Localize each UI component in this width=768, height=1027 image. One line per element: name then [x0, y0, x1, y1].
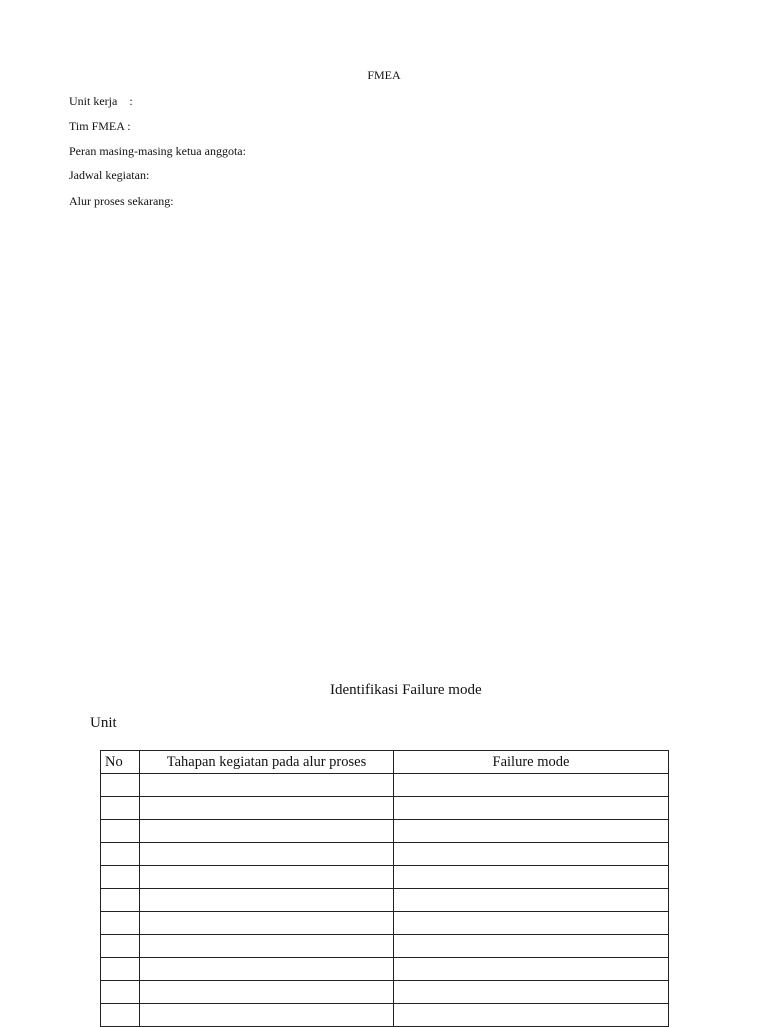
failure-mode-table — [100, 750, 669, 1027]
table-row — [101, 981, 669, 1004]
cell-no — [101, 866, 140, 889]
cell-failure-mode — [394, 797, 669, 820]
table-row — [101, 820, 669, 843]
header-tahapan: Tahapan kegiatan pada alur proses — [140, 751, 394, 774]
cell-failure-mode — [394, 981, 669, 1004]
cell-failure-mode — [394, 958, 669, 981]
field-peran: Peran masing-masing ketua anggota: — [69, 144, 246, 158]
cell-tahapan — [140, 1004, 394, 1027]
table-row — [101, 889, 669, 912]
table-header-row — [101, 751, 669, 774]
cell-tahapan — [140, 981, 394, 1004]
table-row — [101, 912, 669, 935]
cell-failure-mode — [394, 866, 669, 889]
cell-tahapan — [140, 889, 394, 912]
document-title: FMEA — [367, 68, 401, 82]
cell-failure-mode — [394, 889, 669, 912]
table-row — [101, 935, 669, 958]
cell-tahapan — [140, 820, 394, 843]
table-row — [101, 774, 669, 797]
table-body — [101, 774, 669, 1027]
cell-no — [101, 774, 140, 797]
cell-failure-mode — [394, 820, 669, 843]
field-alur-proses: Alur proses sekarang: — [69, 194, 174, 208]
cell-no — [101, 935, 140, 958]
cell-no — [101, 843, 140, 866]
table-row — [101, 1004, 669, 1027]
field-tim-fmea: Tim FMEA : — [69, 119, 131, 133]
field-jadwal: Jadwal kegiatan: — [69, 168, 150, 182]
cell-no — [101, 958, 140, 981]
table-row — [101, 843, 669, 866]
header-failure-mode: Failure mode — [394, 751, 669, 774]
table-row — [101, 797, 669, 820]
cell-failure-mode — [394, 935, 669, 958]
cell-no — [101, 912, 140, 935]
cell-failure-mode — [394, 1004, 669, 1027]
cell-no — [101, 797, 140, 820]
cell-tahapan — [140, 843, 394, 866]
cell-no — [101, 889, 140, 912]
cell-no — [101, 981, 140, 1004]
cell-no — [101, 820, 140, 843]
header-no: No — [101, 751, 140, 774]
field-unit-kerja: Unit kerja : — [69, 94, 133, 108]
cell-failure-mode — [394, 774, 669, 797]
cell-tahapan — [140, 866, 394, 889]
cell-tahapan — [140, 935, 394, 958]
cell-failure-mode — [394, 912, 669, 935]
cell-tahapan — [140, 797, 394, 820]
cell-tahapan — [140, 912, 394, 935]
cell-no — [101, 1004, 140, 1027]
cell-failure-mode — [394, 843, 669, 866]
table-row — [101, 866, 669, 889]
section-title: Identifikasi Failure mode — [330, 682, 482, 698]
table-row — [101, 958, 669, 981]
cell-tahapan — [140, 774, 394, 797]
cell-tahapan — [140, 958, 394, 981]
unit-label: Unit — [90, 715, 117, 731]
